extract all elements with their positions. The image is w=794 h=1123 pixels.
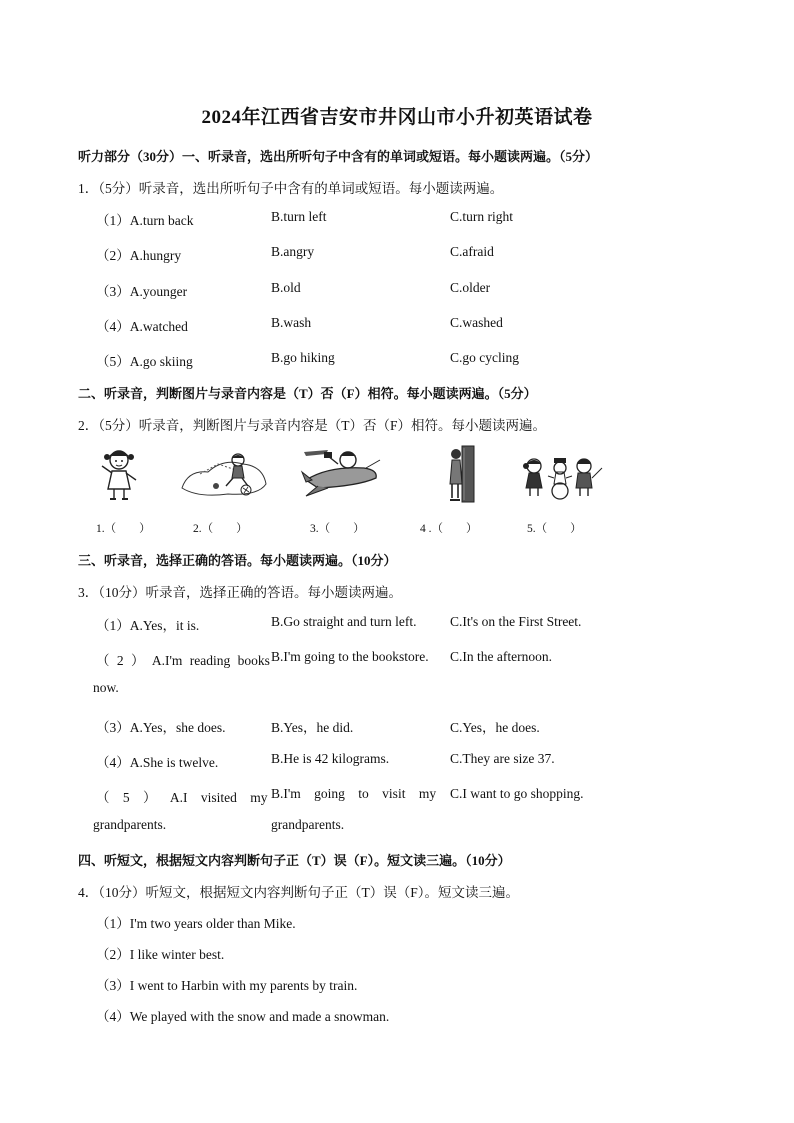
- kids-with-snowman-picture: [520, 454, 606, 500]
- question-4-stem: 4．（10分）听短文，根据短文内容判断句子正（T）误（F）。短文读三遍。: [78, 885, 520, 900]
- q3-option-2b: B.I'm going to the bookstore.: [271, 649, 429, 664]
- section-header-listening-2: 二、听录音，判断图片与录音内容是（T）否（F）相符。每小题读两遍。（5分）: [78, 386, 537, 401]
- q4-statement-4: （4）We played with the snow and made a snowman.: [96, 1009, 390, 1024]
- section-header-listening-3: 三、听录音，选择正确的答语。每小题读两遍。（10分）: [78, 553, 397, 568]
- q3-option-2c: C.In the afternoon.: [450, 649, 552, 664]
- q3-option-4b: B.He is 42 kilograms.: [271, 751, 390, 766]
- q1-option-1c: C.turn right: [450, 209, 513, 224]
- q3-option-5b-continued: grandparents.: [271, 817, 345, 832]
- section-header-listening-1: 听力部分（30分）一、听录音，选出所听句子中含有的单词或短语。每小题读两遍。（5分）: [78, 149, 599, 164]
- q3-option-5b: B.I'm going to visit my: [271, 786, 437, 801]
- q3-option-2a: （ 2 ） A.I'm reading books: [96, 653, 270, 668]
- q4-statement-2: （2）I like winter best.: [96, 947, 225, 962]
- q1-option-4b: B.wash: [271, 315, 312, 330]
- q1-option-2c: C.afraid: [450, 244, 494, 259]
- picture-1-answer-label: 1.（ ）: [96, 523, 151, 535]
- boy-playing-football-picture: [178, 450, 270, 500]
- q1-option-4a: （4）A.watched: [96, 319, 188, 334]
- q1-option-3b: B.old: [271, 280, 301, 295]
- section-header-listening-4: 四、听短文，根据短文内容判断句子正（T）误（F）。短文读三遍。（10分）: [78, 853, 511, 868]
- q3-option-5a-continued: grandparents.: [93, 817, 167, 832]
- page-title: 2024年江西省吉安市井冈山市小升初英语试卷: [201, 107, 593, 128]
- question-2-stem: 2．（5分）听录音，判断图片与录音内容是（T）否（F）相符。每小题读两遍。: [78, 418, 547, 433]
- q1-option-4c: C.washed: [450, 315, 503, 330]
- q1-option-1b: B.turn left: [271, 209, 327, 224]
- q4-statement-1: （1）I'm two years older than Mike.: [96, 916, 296, 931]
- q1-option-5c: C.go cycling: [450, 350, 519, 365]
- picture-5-answer-label: 5.（ ）: [527, 523, 582, 535]
- q3-option-3a: （3）A.Yes，she does.: [96, 720, 226, 735]
- q3-option-5c: C.I want to go shopping.: [450, 786, 584, 801]
- q3-option-4c: C.They are size 37.: [450, 751, 555, 766]
- q1-option-1a: （1）A.turn back: [96, 213, 194, 228]
- q1-option-2b: B.angry: [271, 244, 315, 259]
- picture-4-answer-label: 4 .（ ）: [420, 523, 478, 535]
- q3-option-1a: （1）A.Yes，it is.: [96, 618, 200, 633]
- q1-option-5b: B.go hiking: [271, 350, 335, 365]
- girl-waving-picture: [94, 444, 144, 502]
- q4-statement-3: （3）I went to Harbin with my parents by train.: [96, 978, 358, 993]
- question-1-stem: 1．（5分）听录音，选出所听句子中含有的单词或短语。每小题读两遍。: [78, 181, 504, 196]
- q3-option-1c: C.It's on the First Street.: [450, 614, 582, 629]
- q3-option-2a-continued: now.: [93, 680, 119, 695]
- q1-option-3a: （3）A.younger: [96, 284, 188, 299]
- picture-3-answer-label: 3.（ ）: [310, 523, 365, 535]
- q3-option-4a: （4）A.She is twelve.: [96, 755, 219, 770]
- q1-option-3c: C.older: [450, 280, 491, 295]
- question-3-stem: 3．（10分）听录音，选择正确的答语。每小题读两遍。: [78, 585, 402, 600]
- picture-2-answer-label: 2.（ ）: [193, 523, 248, 535]
- q3-option-3c: C.Yes，he does.: [450, 720, 540, 735]
- q1-option-2a: （2）A.hungry: [96, 248, 182, 263]
- q3-option-1b: B.Go straight and turn left.: [271, 614, 417, 629]
- boy-in-plane-picture: [298, 446, 382, 498]
- q3-option-5a: （ 5 ） A.I visited my: [96, 790, 268, 805]
- q3-option-3b: B.Yes，he did.: [271, 720, 354, 735]
- person-behind-door-picture: [440, 444, 480, 504]
- q1-option-5a: （5）A.go skiing: [96, 354, 193, 369]
